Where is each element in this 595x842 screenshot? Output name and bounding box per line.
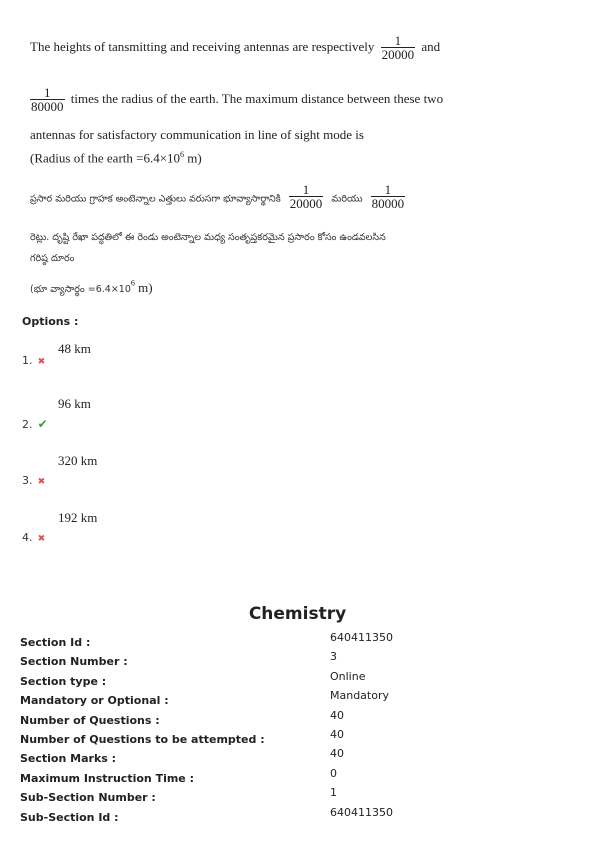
wrong-mark-icon: ✖ [37, 477, 46, 487]
question-te-line1: ప్రసార మరియు గ్రాహక అంటెన్నాల ఎత్తులు వరుసగా భూవ్యాసార్థానికి [30, 193, 281, 205]
wrong-mark-icon: ✖ [37, 534, 46, 544]
info-label: Sub-Section Number : [20, 791, 156, 805]
question-te-line4: (భూ వ్యాసార్థం $=6.4\times 10^6$ m) [30, 278, 153, 295]
question-en-line1: The heights of tansmitting and receiving antennas are respectively [30, 38, 375, 54]
question-en-line4: (Radius of the earth $=6.4\times 10^6$ m) [30, 150, 202, 166]
info-row [20, 767, 580, 786]
fraction-te-1-20000: $\frac{1}{20000}$ [289, 182, 323, 211]
info-label: Section Marks : [20, 752, 117, 766]
fraction-1-80000: $\frac{1}{80000}$ [31, 85, 64, 114]
info-label: Number of Questions to be attempted : [20, 732, 265, 746]
option-2[interactable] [22, 413, 48, 432]
options-label: Options : [22, 315, 79, 328]
question-en-and: and [421, 38, 441, 54]
info-value: 0 [330, 766, 337, 780]
option-3[interactable] [22, 469, 45, 488]
info-label: Section Id : [20, 636, 91, 649]
info-row [20, 670, 580, 689]
option-4-number: 4. [22, 531, 33, 544]
question-en-line3: antennas for satisfactory communication in line of sight mode is [30, 127, 364, 142]
fraction-te-1-80000: $\frac{1}{80000}$ [371, 182, 405, 211]
info-row [20, 786, 580, 805]
info-row [20, 689, 580, 708]
correct-mark-icon: ✔ [37, 417, 48, 431]
info-row [20, 650, 580, 669]
question-en-line2-wrap [30, 86, 443, 114]
info-label: Section type : [20, 674, 107, 688]
section-info [20, 631, 580, 825]
info-label: Maximum Instruction Time : [20, 771, 194, 785]
info-value: 40 [330, 747, 344, 761]
info-label: Number of Questions : [20, 713, 160, 727]
info-value: 1 [330, 786, 337, 800]
info-label: Section Number : [20, 655, 128, 669]
option-1-text: 48 km [58, 341, 91, 356]
question-en-line1-wrap [30, 34, 440, 62]
info-value: Online [330, 669, 366, 683]
wrong-mark-icon: ✖ [37, 357, 46, 367]
option-4-text: 192 km [58, 510, 98, 525]
option-1-number: 1. [22, 354, 33, 367]
fraction-1-20000: $\frac{1}{20000}$ [381, 33, 415, 62]
info-row [20, 806, 580, 825]
info-value: 640411350 [330, 631, 393, 644]
option-3-number: 3. [22, 474, 33, 487]
info-value: 40 [330, 727, 344, 741]
option-2-number: 2. [22, 418, 33, 431]
info-value: 640411350 [330, 805, 393, 819]
info-label: Mandatory or Optional : [20, 694, 169, 708]
option-2-text: 96 km [58, 396, 91, 411]
question-te-line2: రెట్లు. దృష్టి రేఖా పద్ధతిలో ఈ రెండు అంటెన్నాల మధ్య సంతృప్తకరమైన ప్రసారం కోసం ఉండవలసిన [30, 232, 386, 243]
option-4[interactable] [22, 526, 45, 545]
info-label: Sub-Section Id : [20, 810, 119, 824]
option-3-text: 320 km [58, 453, 98, 468]
question-te-line3: గరిష్ఠ దూరం [30, 253, 75, 264]
info-value: 3 [330, 650, 337, 664]
question-te-mariyu: మరియు [331, 193, 363, 205]
info-value: Mandatory [330, 689, 390, 703]
info-row [20, 747, 580, 766]
option-1[interactable] [22, 349, 45, 368]
info-row [20, 728, 580, 747]
question-te-line1-wrap [30, 183, 408, 211]
question-en-line2: times the radius of the earth. The maximum distance between these two [70, 90, 444, 106]
section-title: Chemistry [248, 604, 347, 624]
info-row [20, 631, 580, 650]
info-row [20, 709, 580, 728]
info-value: 40 [330, 708, 344, 722]
